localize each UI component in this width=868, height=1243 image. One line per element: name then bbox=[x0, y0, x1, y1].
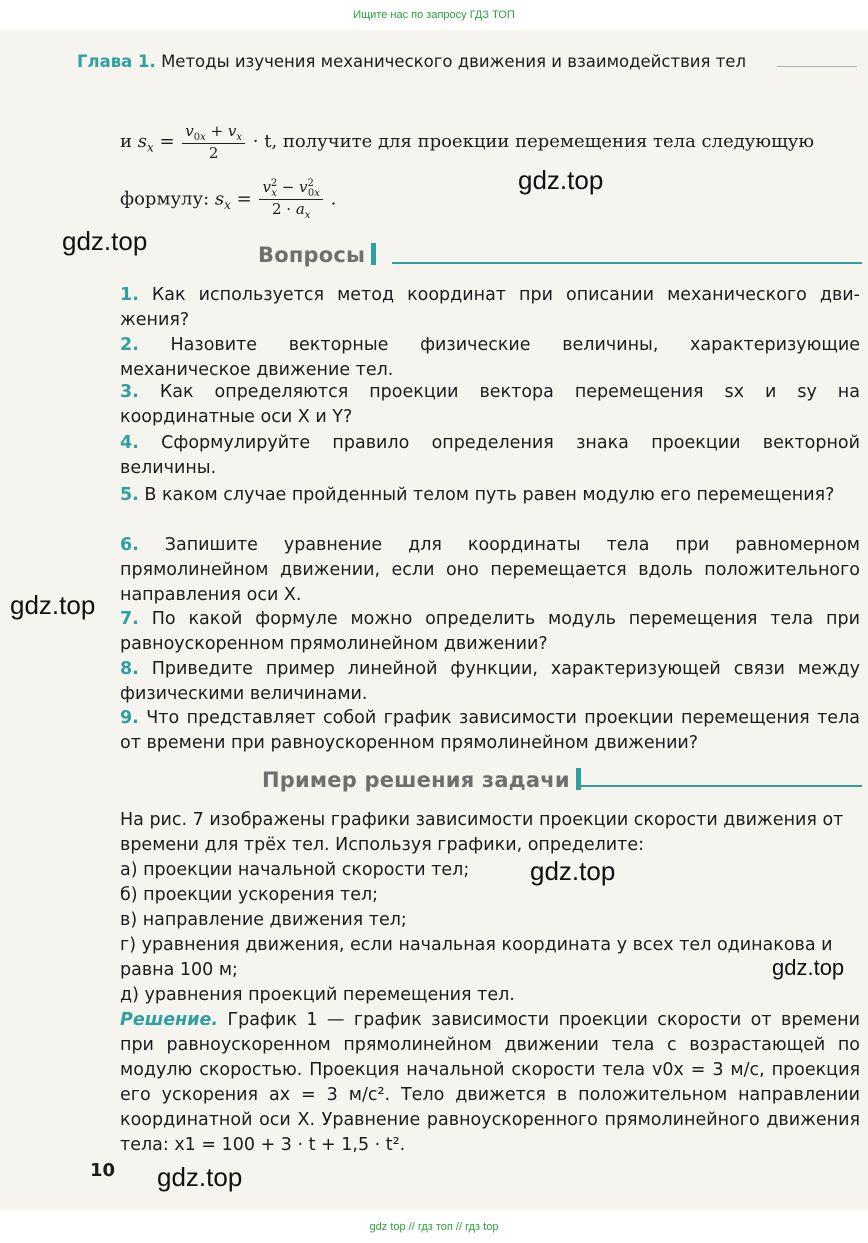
solution-paragraph bbox=[120, 1008, 860, 1158]
chapter-number: Глава 1. bbox=[77, 52, 156, 71]
section-rule bbox=[392, 262, 862, 264]
question-5: 5. В каком случае пройденный телом путь равен модулю его перемещения? bbox=[120, 485, 835, 505]
fraction-displacement: $\frac{v^2_x - v^2_{0x}}{2 \cdot a_x}$ bbox=[259, 178, 322, 221]
watermark: gdz.top bbox=[10, 590, 96, 620]
watermark: gdz.top bbox=[518, 165, 604, 195]
bottom-banner[interactable]: gdz top // гдз топ // гдз top bbox=[369, 1221, 499, 1233]
question-3: 3. Как определяются проекции вектора перемещения sx и sy на координатные оси X и Y? bbox=[120, 382, 860, 427]
question-6: 6. Запишите уравнение для координаты тела при равномерном прямолинейном движении, если оно перемещается вдоль положительного направления оси X. bbox=[120, 535, 860, 605]
intro-suffix: · t, получите для проекции перемещения тела следующую bbox=[252, 131, 815, 152]
watermark: gdz.top bbox=[62, 226, 148, 256]
solution-label: Решение. bbox=[120, 1010, 219, 1030]
question-4: 4. Сформулируйте правило определения знака проекции векторной величины. bbox=[120, 433, 860, 478]
watermark: gdz.top bbox=[530, 856, 616, 886]
task-item-d: г) уравнения движения, если начальная координата у всех тел одинакова и равна 100 м; bbox=[120, 935, 833, 980]
task-intro: На рис. 7 изображены графики зависимости проекции скорости движения от времени для трёх тел. Используя графики, определите: bbox=[120, 810, 844, 855]
top-banner[interactable]: Ищите нас по запросу ГДЗ ТОП bbox=[353, 9, 515, 21]
chapter-header bbox=[77, 52, 867, 76]
question-1: 1. Как используется метод координат при описании механического дви-жения? bbox=[120, 285, 860, 330]
task-item-a: а) проекции начальной скорости тел; bbox=[120, 860, 470, 880]
watermark: gdz.top bbox=[772, 955, 845, 980]
section-rule bbox=[580, 785, 862, 787]
section-title-questions: Вопросы bbox=[258, 243, 376, 267]
chapter-title: Методы изучения механического движения и взаимодействия тел bbox=[161, 52, 746, 71]
header-rule bbox=[777, 66, 857, 67]
intro-prefix: и bbox=[120, 131, 132, 152]
task-item-b: б) проекции ускорения тел; bbox=[120, 885, 379, 905]
watermark: gdz.top bbox=[157, 1162, 243, 1192]
page-number: 10 bbox=[90, 1160, 116, 1181]
fraction-average-velocity: $\frac{v_{0x} + v_x}{2}$ bbox=[182, 122, 245, 162]
section-title-example: Пример решения задачи bbox=[262, 768, 581, 792]
task-item-c: в) направление движения тел; bbox=[120, 910, 407, 930]
question-8: 8. Приведите пример линейной функции, характеризующей связи между физическими величинами. bbox=[120, 659, 860, 704]
question-2: 2. Назовите векторные физические величины, характеризующие механическое движение тел. bbox=[120, 335, 860, 380]
formula-line-1: и $s_x$ = $\frac{v_{0x} + v_x}{2}$ · t, получите для проекции перемещения тела следующую bbox=[120, 122, 815, 162]
question-9: 9. Что представляет собой график зависимости проекции перемещения тела от времени при равноускоренном прямолинейном движении? bbox=[120, 708, 860, 753]
solution-text: График 1 — график зависимости проекции скорости от времени при равноускоренном прямолинейном движении тела с возрастающей по модулю скоростью. Проекция начальной скорости тела v0x = 3 м/с, проекция его ускорения ax = 3 м/с². Тело движется в положительном направлении координатной оси X. Уравнение равноускоренного прямолинейного движения тела: x1 = 100 + 3 · t + 1,5 · t². bbox=[120, 1010, 860, 1155]
intro-prefix-2: формулу: bbox=[120, 188, 210, 210]
question-7: 7. По какой формуле можно определить модуль перемещения тела при равноускоренном прямолинейном движении? bbox=[120, 609, 860, 654]
formula-line-2: формулу: $s_x$ = $\frac{v^2_x - v^2_{0x}}{2 \cdot a_x}$ . bbox=[120, 178, 337, 221]
task-item-e: д) уравнения проекций перемещения тел. bbox=[120, 985, 515, 1005]
